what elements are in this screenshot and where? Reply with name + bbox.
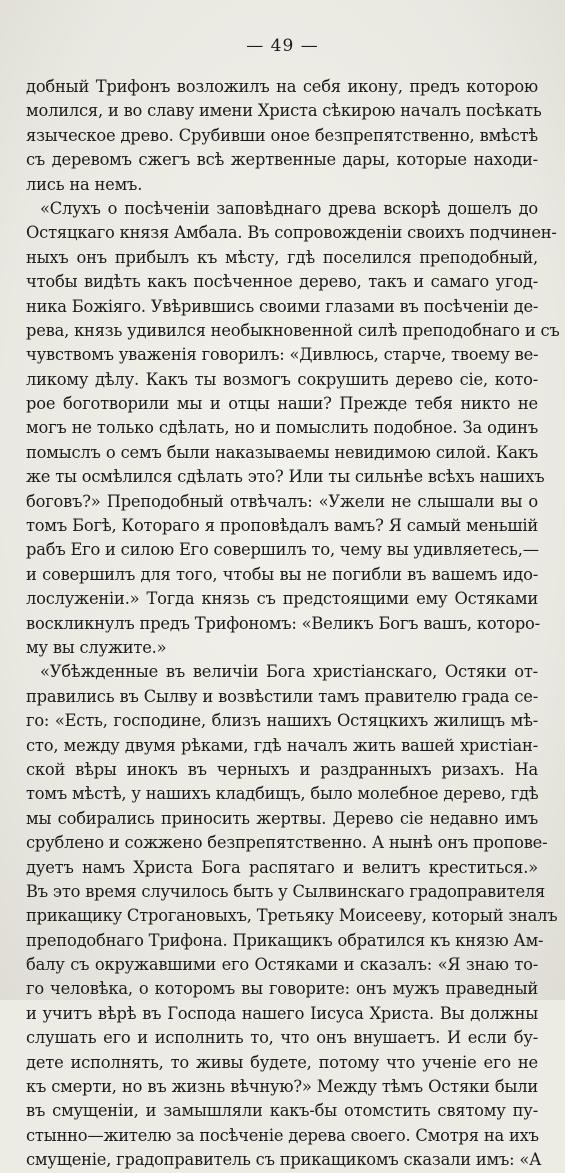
page-body-text xyxy=(26,75,560,1173)
text-line: «Слухъ о посѣченіи заповѣднаго древа вскорѣ дошелъ до xyxy=(40,198,538,218)
text-line: рева, князь удивился необыкновенной силѣ преподобнаго и съ xyxy=(26,320,560,340)
text-line: Остяцкаго князя Амбала. Въ сопровожденіи своихъ подчинен- xyxy=(26,223,557,243)
text-line: го: «Есть, господине, близъ нашихъ Остяцкихъ жилищъ мѣ- xyxy=(26,711,538,731)
text-line: и учитъ вѣрѣ въ Господа нашего Іисуса Христа. Вы должны xyxy=(26,1003,538,1023)
text-line: дете исполнять, то живы будете, потому что ученіе его не xyxy=(26,1052,538,1072)
text-line: ской вѣры инокъ въ черныхъ и раздранныхъ ризахъ. На xyxy=(26,759,538,779)
text-line: лослуженіи.» Тогда князь съ предстоящими ему Остяками xyxy=(26,589,538,609)
text-line: чтобы видѣть какъ посѣченное дерево, такъ и самаго угод- xyxy=(26,272,538,292)
text-line: помыслъ о семъ были наказываемы невидимою силой. Какъ xyxy=(26,442,538,462)
text-line: стынно—жителю за посѣченіе дерева своего. Смотря на ихъ xyxy=(26,1125,539,1145)
text-line: языческое древо. Срубивши оное безпрепятственно, вмѣстѣ xyxy=(26,125,538,145)
text-line: срублено и сожжено безпрепятственно. А нынѣ онъ пропове- xyxy=(26,833,548,853)
text-line: балу съ окружавшими его Остяками и сказалъ: «Я знаю то- xyxy=(26,955,538,975)
text-line: томъ Богѣ, Котораго я проповѣдалъ вамъ? Я самый меньшій xyxy=(26,516,538,536)
text-line: рабъ Его и силою Его совершилъ то, чему вы удивляетесь,— xyxy=(26,540,539,560)
text-line: мы собирались приносить жертвы. Дерево сіе недавно имъ xyxy=(26,808,538,828)
text-line: «Убѣжденные въ величіи Бога христіанскаго, Остяки от- xyxy=(40,662,538,682)
text-line: съ деревомъ сжегъ всѣ жертвенные дары, которые находи- xyxy=(26,150,538,170)
text-line: чувствомъ уваженія говорилъ: «Дивлюсь, старче, твоему ве- xyxy=(26,345,539,365)
text-line: прикащику Строгановыхъ, Третьяку Моисееву, который зналъ xyxy=(26,906,558,926)
text-line: къ смерти, но въ жизнь вѣчную?» Между тѣмъ Остяки были xyxy=(26,1077,538,1097)
text-line: смущеніе, градоправитель съ прикащикомъ сказали имъ: «А xyxy=(26,1150,542,1170)
page-number: — 49 — xyxy=(246,36,319,56)
text-line: и совершилъ для того, чтобы вы не погибли въ вашемъ идо- xyxy=(26,564,538,584)
text-line: ликому дѣлу. Какъ ты возмогъ сокрушить дерево сіе, кото- xyxy=(26,369,538,389)
text-line: въ смущеніи, и замышляли какъ-бы отомстить святому пу- xyxy=(26,1101,538,1121)
text-line: молился, и во славу имени Христа сѣкирою началъ посѣкать xyxy=(26,101,542,121)
text-line: томъ мѣстѣ, у нашихъ кладбищъ, было молебное дерево, гдѣ xyxy=(26,784,539,804)
text-line: го человѣка, о которомъ вы говорите: онъ мужъ праведный xyxy=(26,979,538,999)
text-line: добный Трифонъ возложилъ на себя икону, предъ которою xyxy=(26,77,538,96)
text-line: рое боготворили мы и отцы наши? Прежде тебя никто не xyxy=(26,394,538,414)
text-line: лись на немъ. xyxy=(26,174,143,194)
text-line: правились въ Сылву и возвѣстили тамъ правителю града се- xyxy=(26,686,538,706)
text-line: ника Божіяго. Увѣрившись своими глазами въ посѣченіи де- xyxy=(26,296,539,316)
text-line: ныхъ онъ прибылъ къ мѣсту, гдѣ поселился преподобный, xyxy=(26,247,538,267)
text-line: сто, между двумя рѣками, гдѣ началъ жить вашей христіан- xyxy=(26,735,538,755)
text-line: му вы служите.» xyxy=(26,637,167,657)
text-line: дуетъ намъ Христа Бога распятаго и велитъ креститься.» xyxy=(26,857,538,877)
text-line: же ты осмѣлился сдѣлать это? Или ты сильнѣе всѣхъ нашихъ xyxy=(26,467,545,487)
text-line: преподобнаго Трифона. Прикащикъ обратился къ князю Ам- xyxy=(26,930,544,950)
text-line: слушать его и исполнить то, что онъ внушаетъ. И если бу- xyxy=(26,1028,538,1048)
text-line: могъ не только сдѣлать, но и помыслить подобное. За одинъ xyxy=(26,418,538,438)
text-line: Въ это время случилось быть у Сылвинскаго градоправителя xyxy=(26,881,546,901)
text-line: боговъ?» Преподобный отвѣчалъ: «Ужели не слышали вы о xyxy=(26,491,538,511)
text-line: воскликнулъ предъ Трифономъ: «Великъ Богъ вашъ, которо- xyxy=(26,613,540,633)
